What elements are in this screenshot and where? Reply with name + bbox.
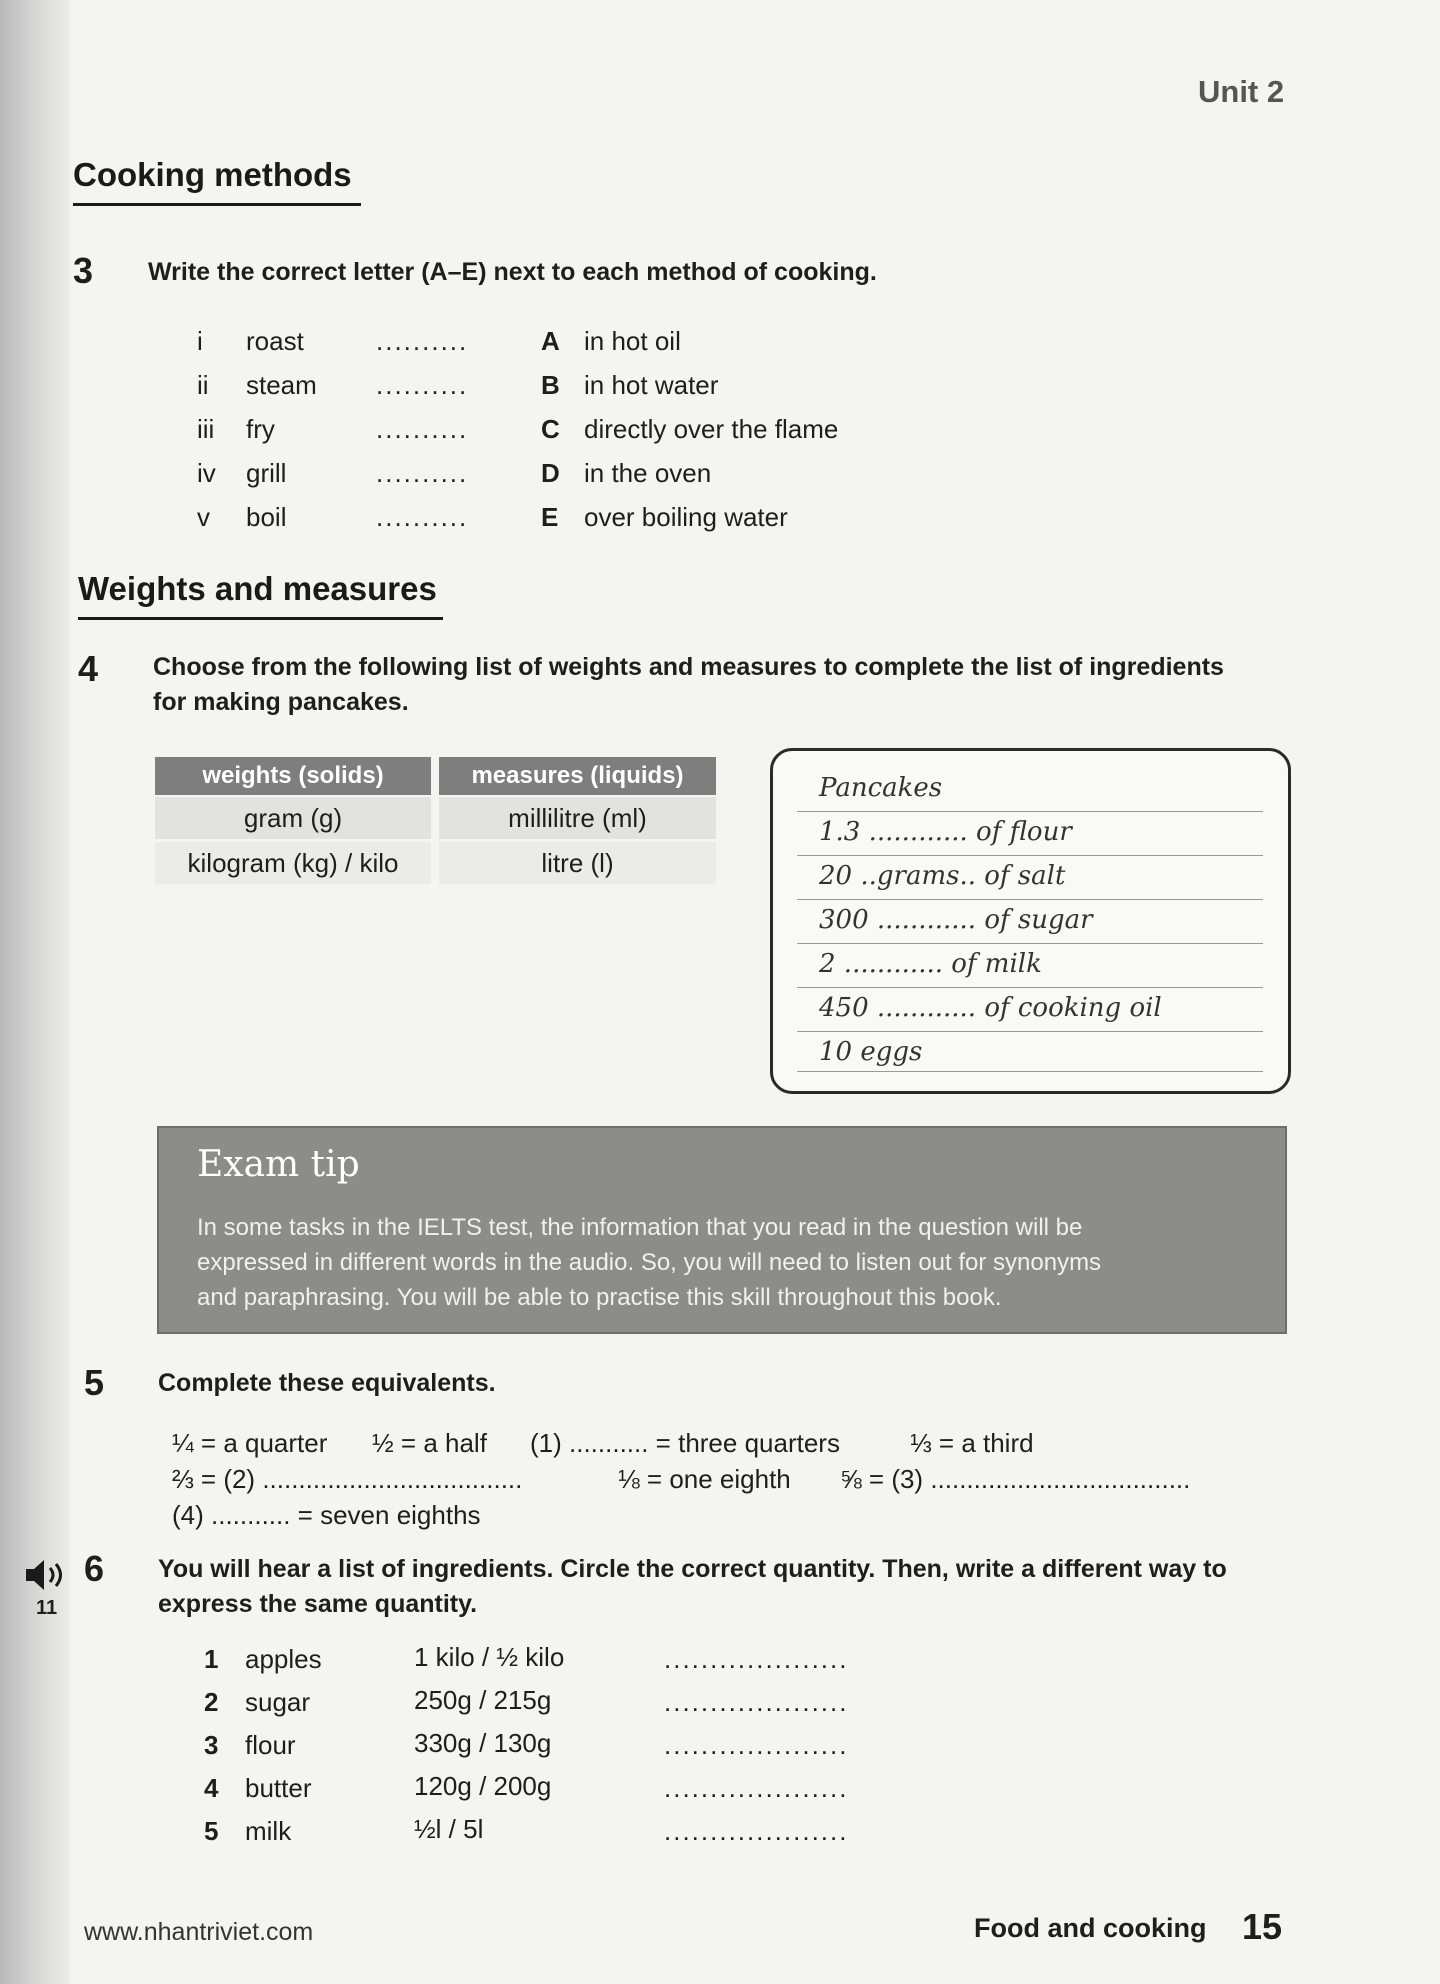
answer-blank[interactable]: .......... xyxy=(376,414,469,444)
ruled-line xyxy=(797,899,1263,900)
roman-numeral: ii xyxy=(197,370,209,400)
section-title-cooking-methods: Cooking methods xyxy=(73,156,352,193)
ingredient-name: butter xyxy=(245,1773,312,1803)
item-number: 5 xyxy=(204,1816,219,1846)
quantity-options[interactable]: ½l / 5l xyxy=(414,1814,484,1844)
method-name: boil xyxy=(246,502,287,532)
recipe-line: 450 ............ of cooking oil xyxy=(819,993,1162,1023)
ruled-line xyxy=(797,1031,1263,1032)
ingredient-name: apples xyxy=(245,1644,322,1674)
table-cell: millilitre (ml) xyxy=(439,797,716,839)
exam-tip-line: and paraphrasing. You will be able to practise this skill throughout this book. xyxy=(197,1284,1002,1311)
option-description: over boiling water xyxy=(584,502,788,532)
unit-label: Unit 2 xyxy=(1198,74,1285,109)
question-6-instruction-line1: You will hear a list of ingredients. Circle the correct quantity. Then, write a different way to xyxy=(158,1555,1227,1583)
ingredient-name: flour xyxy=(245,1730,296,1760)
ruled-line xyxy=(797,855,1263,856)
answer-blank[interactable]: .................... xyxy=(664,1687,849,1717)
equivalent: ⅛ = one eighth xyxy=(618,1464,791,1494)
roman-numeral: i xyxy=(197,326,203,356)
option-letter: E xyxy=(541,502,559,532)
exam-tip-title: Exam tip xyxy=(197,1144,360,1185)
question-4-instruction-line1: Choose from the following list of weights and measures to complete the list of ingredients xyxy=(153,653,1224,681)
recipe-line: 20 ..grams.. of salt xyxy=(819,861,1066,891)
table-header: measures (liquids) xyxy=(439,757,716,795)
answer-blank[interactable]: .................... xyxy=(664,1816,849,1846)
question-number-3: 3 xyxy=(73,250,94,291)
roman-numeral: iv xyxy=(197,458,216,488)
page-number: 15 xyxy=(1242,1906,1283,1947)
answer-blank[interactable]: .......... xyxy=(376,370,469,400)
method-name: steam xyxy=(246,370,317,400)
option-description: in hot water xyxy=(584,370,719,400)
item-number: 1 xyxy=(204,1644,219,1674)
table-cell: gram (g) xyxy=(155,797,431,839)
roman-numeral: v xyxy=(197,502,210,532)
recipe-line: 10 eggs xyxy=(819,1037,923,1067)
recipe-line: 2 ............ of milk xyxy=(819,949,1042,979)
question-4-instruction-line2: for making pancakes. xyxy=(153,688,409,716)
item-number: 3 xyxy=(204,1730,219,1760)
method-name: fry xyxy=(246,414,275,444)
option-letter: A xyxy=(541,326,560,356)
ingredient-name: sugar xyxy=(245,1687,311,1717)
page-gutter-shadow xyxy=(0,0,70,1984)
section-title-weights-and-measures: Weights and measures xyxy=(78,570,437,607)
equivalent-blank[interactable]: ⅝ = (3) .................................... xyxy=(840,1464,1191,1494)
section-underline xyxy=(73,203,361,206)
question-5-instruction: Complete these equivalents. xyxy=(158,1369,496,1397)
option-description: directly over the flame xyxy=(584,414,839,444)
equivalent: ¼ = a quarter xyxy=(172,1428,328,1458)
exam-tip-body xyxy=(197,1210,1257,1315)
question-6-instruction-line2: express the same quantity. xyxy=(158,1590,478,1618)
equivalent: ½ = a half xyxy=(372,1428,487,1458)
recipe-line: 300 ............ of sugar xyxy=(819,905,1093,935)
answer-blank[interactable]: .......... xyxy=(376,326,469,356)
option-description: in the oven xyxy=(584,458,712,488)
method-name: grill xyxy=(246,458,287,488)
section-underline xyxy=(78,617,443,620)
table-cell: kilogram (kg) / kilo xyxy=(155,842,431,884)
exam-tip-box xyxy=(157,1126,1287,1334)
question-number-4: 4 xyxy=(78,648,99,689)
question-3-instruction: Write the correct letter (A–E) next to each method of cooking. xyxy=(148,258,877,286)
roman-numeral: iii xyxy=(197,414,215,444)
ingredient-name: milk xyxy=(245,1816,292,1846)
quantity-options[interactable]: 1 kilo / ½ kilo xyxy=(414,1642,565,1672)
quantity-options[interactable]: 120g / 200g xyxy=(414,1771,552,1801)
exam-tip-line: In some tasks in the IELTS test, the information that you read in the question will be xyxy=(197,1214,1083,1241)
quantity-options[interactable]: 250g / 215g xyxy=(414,1685,552,1715)
audio-track-number: 11 xyxy=(36,1597,58,1619)
answer-blank[interactable]: .................... xyxy=(664,1773,849,1803)
answer-blank[interactable]: .......... xyxy=(376,458,469,488)
question-number-6: 6 xyxy=(84,1548,105,1589)
answer-blank[interactable]: .......... xyxy=(376,502,469,532)
item-number: 4 xyxy=(204,1773,219,1803)
recipe-title: Pancakes xyxy=(819,773,943,803)
answer-blank[interactable]: .................... xyxy=(664,1644,849,1674)
recipe-line: 1.3 ............ of flour xyxy=(819,817,1072,847)
equivalent-blank[interactable]: (4) ........... = seven eighths xyxy=(172,1500,481,1530)
option-letter: D xyxy=(541,458,560,488)
speaker-audio-icon[interactable] xyxy=(24,1558,70,1592)
option-letter: B xyxy=(541,370,560,400)
method-name: roast xyxy=(246,326,304,356)
pancakes-recipe-card xyxy=(770,748,1291,1094)
ruled-line xyxy=(797,987,1263,988)
ruled-line xyxy=(797,811,1263,812)
question-number-5: 5 xyxy=(84,1362,105,1403)
equivalent-blank[interactable]: (1) ........... = three quarters xyxy=(530,1428,840,1458)
ruled-line xyxy=(797,1071,1263,1072)
exam-tip-line: expressed in different words in the audio. So, you will need to listen out for synonyms xyxy=(197,1249,1102,1276)
quantity-options[interactable]: 330g / 130g xyxy=(414,1728,552,1758)
footer-topic: Food and cooking xyxy=(974,1913,1207,1943)
answer-blank[interactable]: .................... xyxy=(664,1730,849,1760)
footer-website: www.nhantriviet.com xyxy=(84,1918,314,1946)
item-number: 2 xyxy=(204,1687,219,1717)
table-cell: litre (l) xyxy=(439,842,716,884)
option-description: in hot oil xyxy=(584,326,681,356)
ruled-line xyxy=(797,943,1263,944)
equivalent-blank[interactable]: ⅔ = (2) .................................... xyxy=(172,1464,523,1494)
option-letter: C xyxy=(541,414,560,444)
table-header: weights (solids) xyxy=(155,757,431,795)
equivalent: ⅓ = a third xyxy=(910,1428,1034,1458)
